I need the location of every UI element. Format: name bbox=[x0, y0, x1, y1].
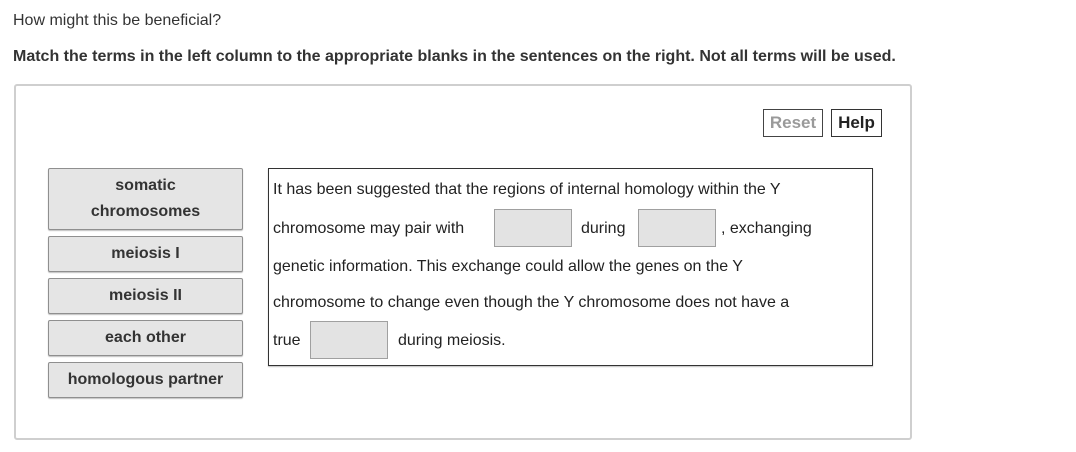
term-label: homologous partner bbox=[67, 371, 224, 388]
blank-1-drop-target[interactable] bbox=[494, 209, 572, 247]
sentence-line-2b: during bbox=[581, 220, 626, 237]
term-label: meiosis I bbox=[111, 245, 180, 262]
instructions-text: Match the terms in the left column to the appropriate blanks in the sentences on the right. Not all terms will be used. bbox=[13, 48, 896, 65]
term-homologous-partner[interactable] bbox=[48, 362, 243, 398]
term-meiosis-i[interactable] bbox=[48, 236, 243, 272]
question-text: How might this be beneficial? bbox=[13, 12, 222, 29]
help-button[interactable]: Help bbox=[831, 109, 882, 137]
term-meiosis-ii[interactable] bbox=[48, 278, 243, 314]
reset-button[interactable]: Reset bbox=[763, 109, 823, 137]
blank-2-drop-target[interactable] bbox=[638, 209, 716, 247]
term-somatic-chromosomes[interactable] bbox=[48, 168, 243, 230]
sentence-line-5a: true bbox=[273, 332, 301, 349]
term-label: meiosis II bbox=[109, 287, 182, 304]
blank-3-drop-target[interactable] bbox=[310, 321, 388, 359]
sentence-line-3: genetic information. This exchange could allow the genes on the Y bbox=[273, 258, 743, 275]
term-label: each other bbox=[105, 329, 186, 346]
term-label: chromosomes bbox=[90, 203, 201, 220]
sentence-line-2c: , exchanging bbox=[721, 220, 812, 237]
term-each-other[interactable] bbox=[48, 320, 243, 356]
sentence-line-1: It has been suggested that the regions of internal homology within the Y bbox=[273, 181, 781, 198]
sentence-line-4: chromosome to change even though the Y chromosome does not have a bbox=[273, 294, 790, 311]
term-label: somatic bbox=[115, 177, 176, 194]
sentence-line-5b: during meiosis. bbox=[398, 332, 506, 349]
sentence-line-2a: chromosome may pair with bbox=[273, 220, 465, 237]
